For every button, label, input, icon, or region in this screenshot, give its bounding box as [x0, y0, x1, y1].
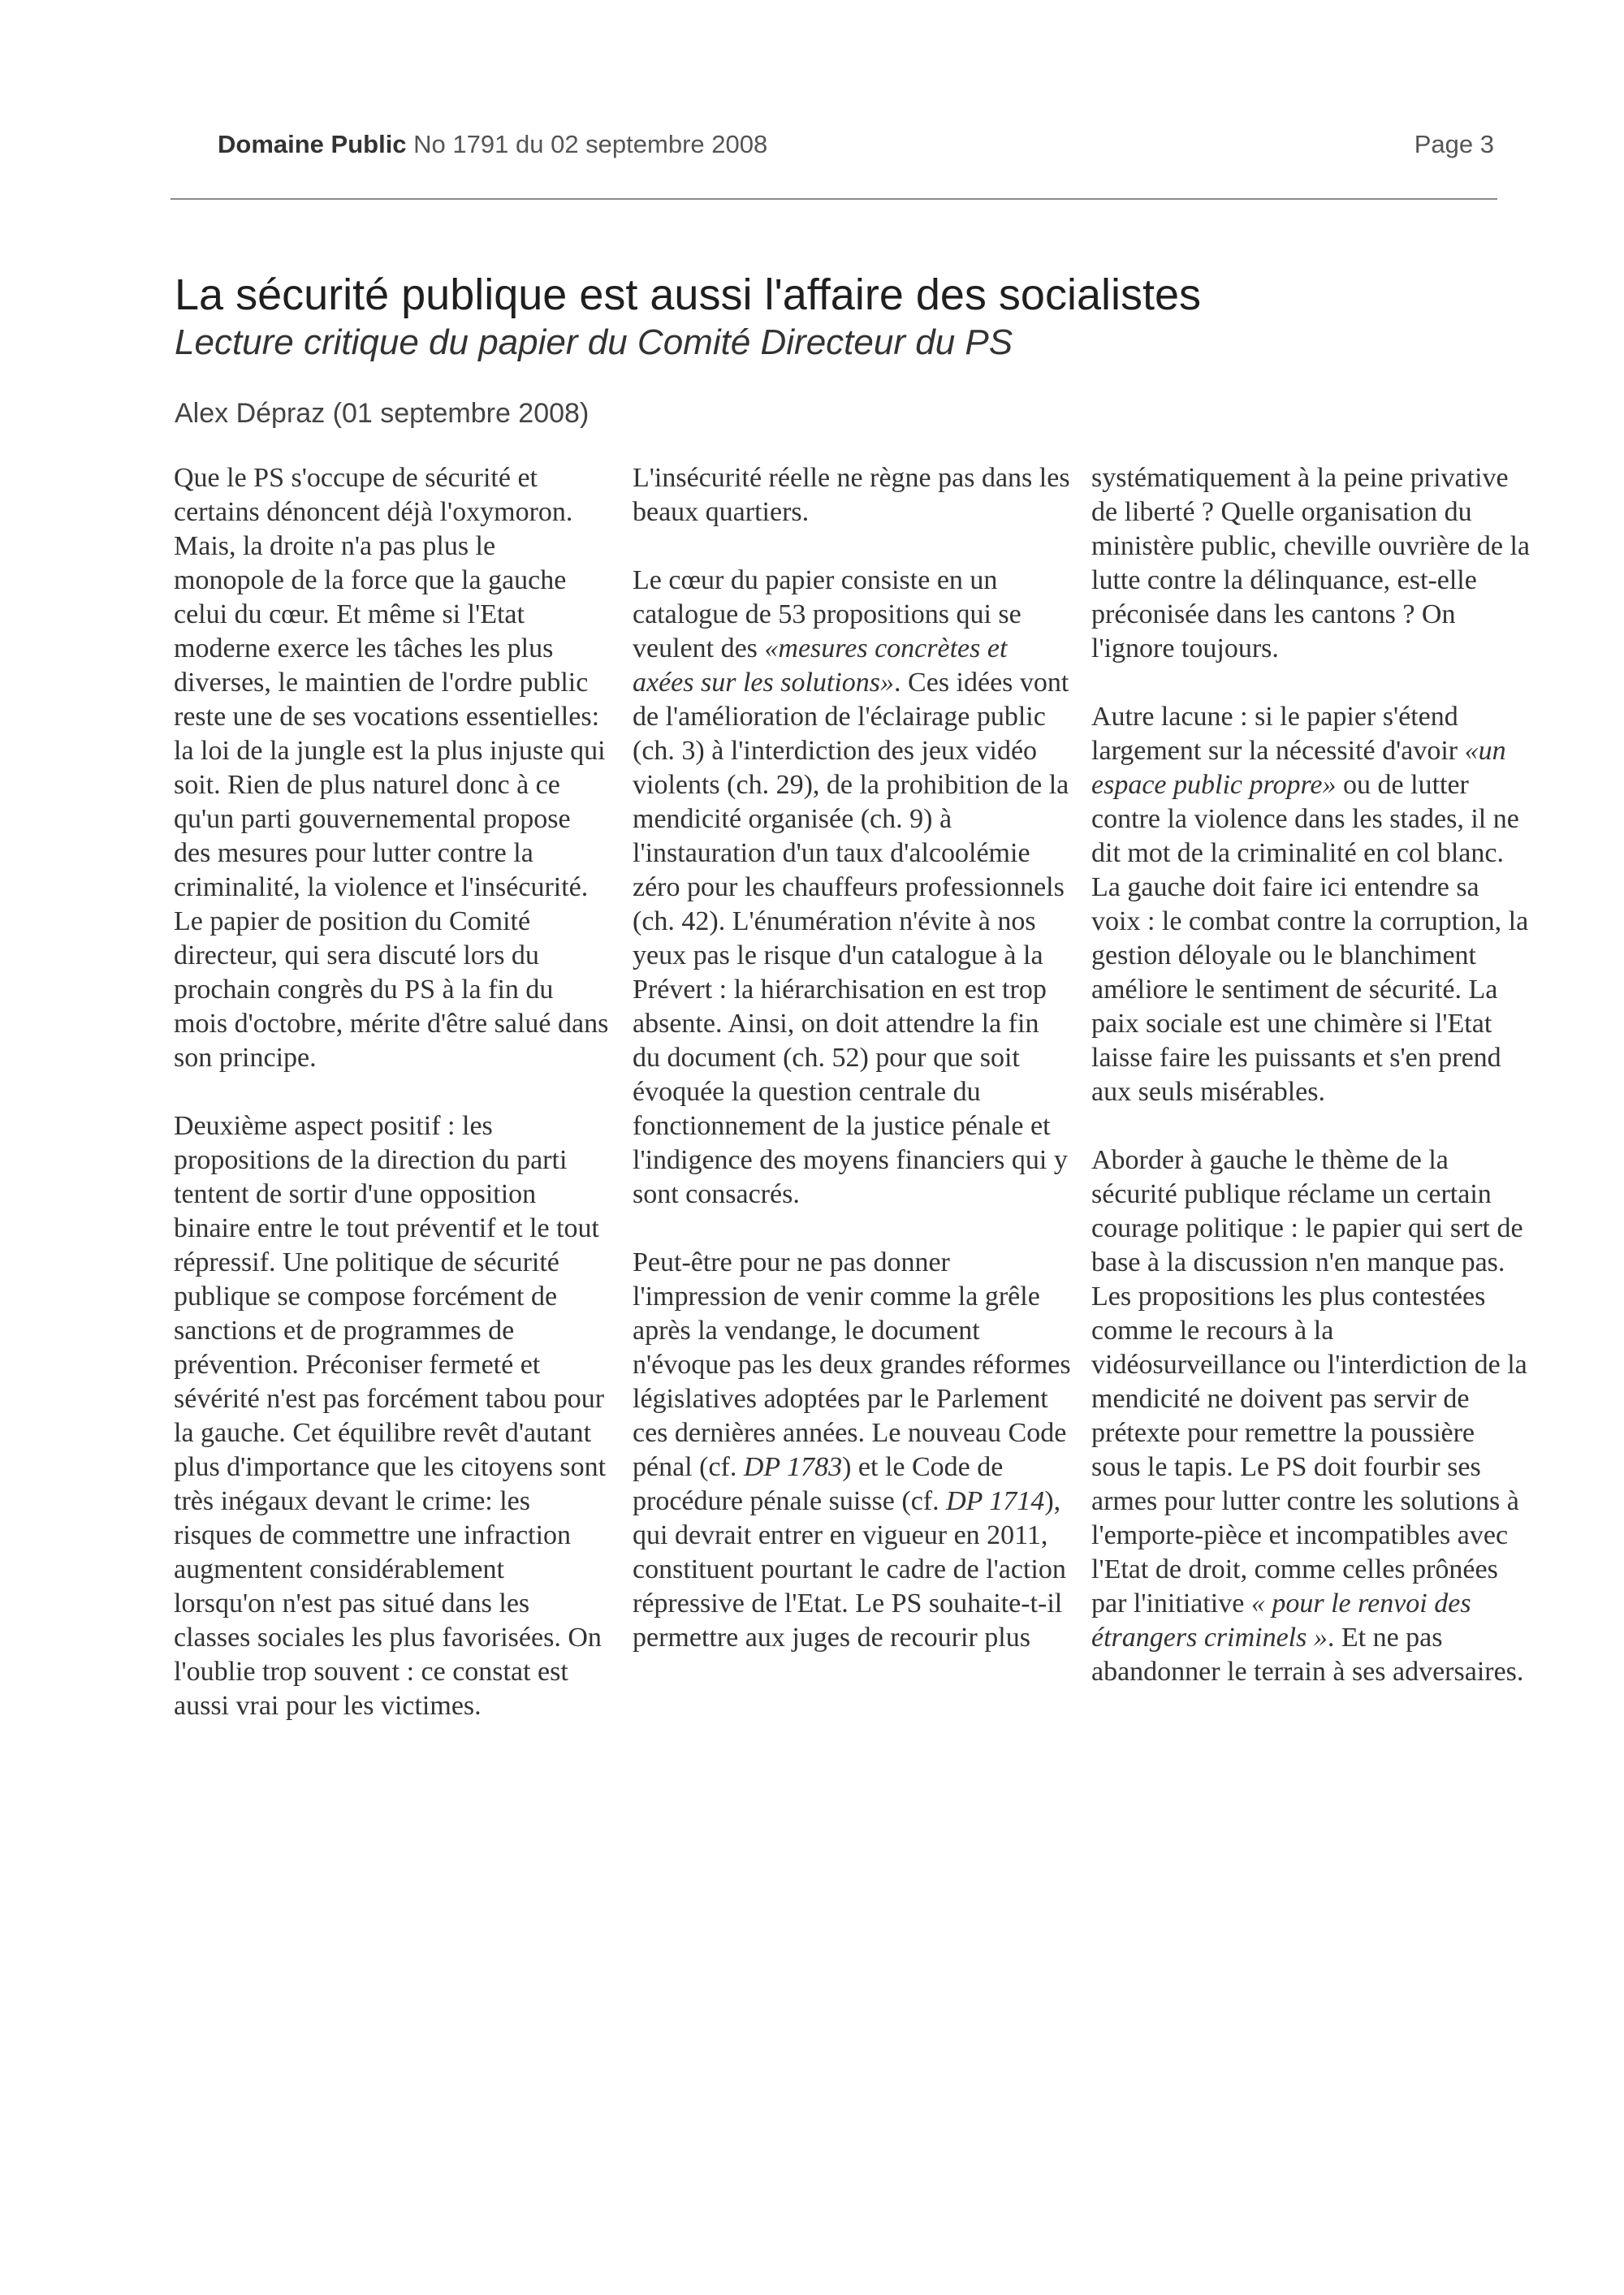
- text-column-1: [174, 461, 612, 1723]
- italic-text: «un espace public propre»: [1091, 736, 1506, 800]
- text-segment: Que le PS s'occupe de sécurité et certains dénoncent déjà l'oxymoron. Mais, la droite n'a pas plus le monopole de la force que la gauche celui du cœur. Et même si l'Etat moderne exerce les tâches les plus diverses, le maintien de l'ordre public reste une de ses vocations essentielles: la loi de la jungle est la plus injuste qui soit. Rien de plus naturel donc à ce qu'un parti gouvernemental propose des mesures pour lutter contre la criminalité, la violence et l'insécurité. Le papier de position du Comité directeur, qui sera discuté lors du prochain congrès du PS à la fin du mois d'octobre, mérite d'être salué dans son principe.: [174, 463, 609, 1073]
- paragraph: [174, 461, 612, 1075]
- text-segment: ou de lutter contre la violence dans les stades, il ne dit mot de la criminalité en col blanc. La gauche doit faire ici entendre sa voix : le combat contre la corruption, la gestion déloyale ou le blanchiment améliore le sentiment de sécurité. La paix sociale est une chimère si l'Etat laisse faire les puissants et s'en prend aux seuls misérables.: [1091, 770, 1529, 1107]
- text-segment: ), qui devrait entrer en vigueur en 2011, constituent pourtant le cadre de l'action répressive de l'Etat. Le PS souhaite-t-il permettre aux juges de recourir plus: [633, 1486, 1066, 1653]
- issue-info: No 1791 du 02 septembre 2008: [413, 130, 768, 158]
- article-subtitle: Lecture critique du papier du Comité Directeur du PS: [175, 322, 1013, 362]
- text-segment: Le cœur du papier consiste en un catalogue de 53 propositions qui se veulent des: [633, 565, 1021, 663]
- text-segment: Aborder à gauche le thème de la sécurité publique réclame un certain courage politique : le papier qui sert de base à la discussion n'en manque pas. Les propositions les plus contestées comme le recours à la vidéosurveillance ou l'interdiction de la mendicité ne doivent pas servir de prétexte pour remettre la poussière sous le tapis. Le PS doit fourbir ses armes pour lutter contre les solutions à l'emporte-pièce et incompatibles avec l'Etat de droit, comme celles prônées par l'initiative: [1091, 1145, 1527, 1619]
- italic-text: « pour le renvoi des étrangers criminels »: [1091, 1588, 1471, 1653]
- paragraph: [174, 1109, 612, 1723]
- paragraph: [633, 564, 1071, 1212]
- text-segment: Deuxième aspect positif : les propositions de la direction du parti tentent de sortir d'une opposition binaire entre le tout préventif et le tout répressif. Une politique de sécurité publique se compose forcément de sanctions et de programmes de prévention. Préconiser fermeté et sévérité n'est pas forcément tabou pour la gauche. Cet équilibre revêt d'autant plus d'importance que les citoyens sont très inégaux devant le crime: les risques de commettre une infraction augmentent considérablement lorsqu'on n'est pas situé dans les classes sociales les plus favorisées. On l'oublie trop souvent : ce constat est aussi vrai pour les victimes.: [174, 1111, 607, 1721]
- italic-text: DP 1783: [743, 1452, 843, 1482]
- article-title: La sécurité publique est aussi l'affaire des socialistes: [175, 270, 1202, 319]
- italic-text: «mesures concrètes et axées sur les solutions»: [633, 633, 1008, 698]
- italic-text: DP 1714: [946, 1486, 1045, 1516]
- paragraph: [633, 461, 1071, 529]
- page-number: Page 3: [1414, 130, 1494, 158]
- paragraph: [1091, 1143, 1530, 1689]
- text-segment: ) et le Code de procédure pénale suisse (cf.: [633, 1452, 1004, 1516]
- text-segment: L'insécurité réelle ne règne pas dans les beaux quartiers.: [633, 463, 1070, 527]
- text-segment: systématiquement à la peine privative de liberté ? Quelle organisation du ministère public, cheville ouvrière de la lutte contre la délinquance, est-elle préconisée dans les cantons ? On l'ignore toujours.: [1091, 463, 1531, 663]
- text-segment: . Et ne pas abandonner le terrain à ses adversaires.: [1091, 1623, 1524, 1687]
- article-byline: Alex Dépraz (01 septembre 2008): [175, 398, 590, 429]
- text-segment: Peut-être pour ne pas donner l'impression de venir comme la grêle après la vendange, le document n'évoque pas les deux grandes réformes législatives adoptées par le Parlement ces dernières années. Le nouveau Code pénal (cf.: [633, 1247, 1071, 1482]
- text-column-2: [633, 461, 1071, 1655]
- paragraph: [1091, 700, 1530, 1109]
- paragraph: [633, 1246, 1071, 1655]
- text-segment: Autre lacune : si le papier s'étend largement sur la nécessité d'avoir: [1091, 702, 1465, 766]
- paragraph: [1091, 461, 1530, 666]
- page-header: [218, 130, 1494, 169]
- header-divider: [171, 198, 1497, 200]
- text-column-3: [1091, 461, 1530, 1689]
- text-segment: . Ces idées vont de l'amélioration de l'éclairage public (ch. 3) à l'interdiction des jeux vidéo violents (ch. 29), de la prohibition de la mendicité organisée (ch. 9) à l'instauration d'un taux d'alcoolémie zéro pour les chauffeurs professionnels (ch. 42). L'énumération n'évite à nos yeux pas le risque d'un catalogue à la Prévert : la hiérarchisation en est trop absente. Ainsi, on doit attendre la fin du document (ch. 52) pour que soit évoquée la question centrale du fonctionnement de la justice pénale et l'indigence des moyens financiers qui y sont consacrés.: [633, 668, 1069, 1209]
- publication-name: Domaine Public: [218, 130, 407, 158]
